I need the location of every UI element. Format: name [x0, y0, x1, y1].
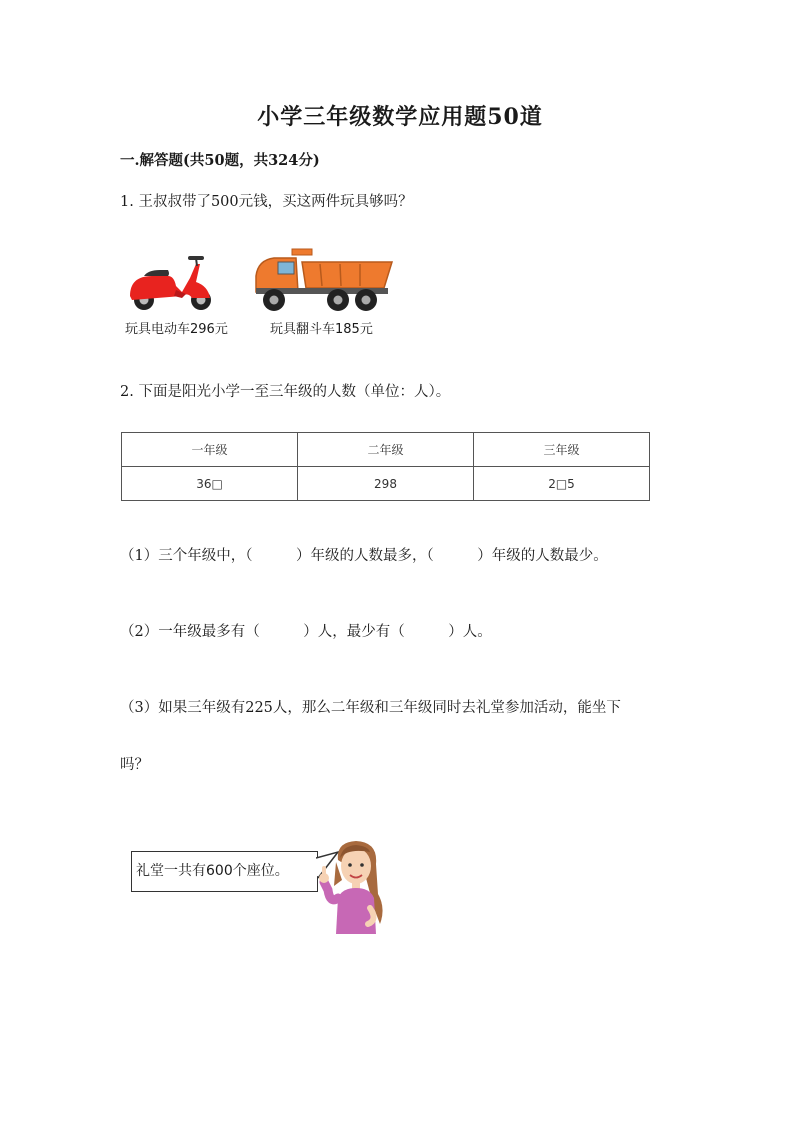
dump-truck-icon: [252, 246, 394, 314]
table-header-row: [122, 433, 650, 467]
sub-question-1: （1）三个年级中，（ ）年级的人数最多，（ ）年级的人数最少。: [120, 548, 608, 564]
table-header-cell: 三年级: [474, 433, 650, 467]
table-cell: 2□5: [474, 467, 650, 501]
table-row: [122, 467, 650, 501]
sub-question-3-line-1: （3）如果三年级有225人，那么二年级和三年级同时去礼堂参加活动，能坐下: [120, 700, 621, 716]
section-heading: 一.解答题(共50题，共324分): [120, 152, 320, 169]
question-1-text: 1. 王叔叔带了500元钱，买这两件玩具够吗？: [120, 194, 413, 210]
girl-teacher-icon: [318, 838, 394, 934]
scooter-icon: [124, 252, 216, 316]
grade-table: [121, 432, 650, 501]
sub-question-2: （2）一年级最多有（ ）人，最少有（ ）人。: [120, 624, 492, 640]
toy-label-dump-truck: 玩具翻斗车185元: [270, 322, 373, 337]
table-header-cell: 一年级: [122, 433, 298, 467]
table-cell: 36□: [122, 467, 298, 501]
page-title: 小学三年级数学应用题50道: [257, 104, 543, 130]
sub-question-3-line-2: 吗？: [120, 757, 149, 773]
toy-label-scooter: 玩具电动车296元: [125, 322, 228, 337]
question-2-text: 2. 下面是阳光小学一至三年级的人数（单位：人）。: [120, 384, 451, 400]
table-header-cell: 二年级: [298, 433, 474, 467]
speech-bubble: 礼堂一共有600个座位。: [131, 851, 318, 892]
table-cell: 298: [298, 467, 474, 501]
